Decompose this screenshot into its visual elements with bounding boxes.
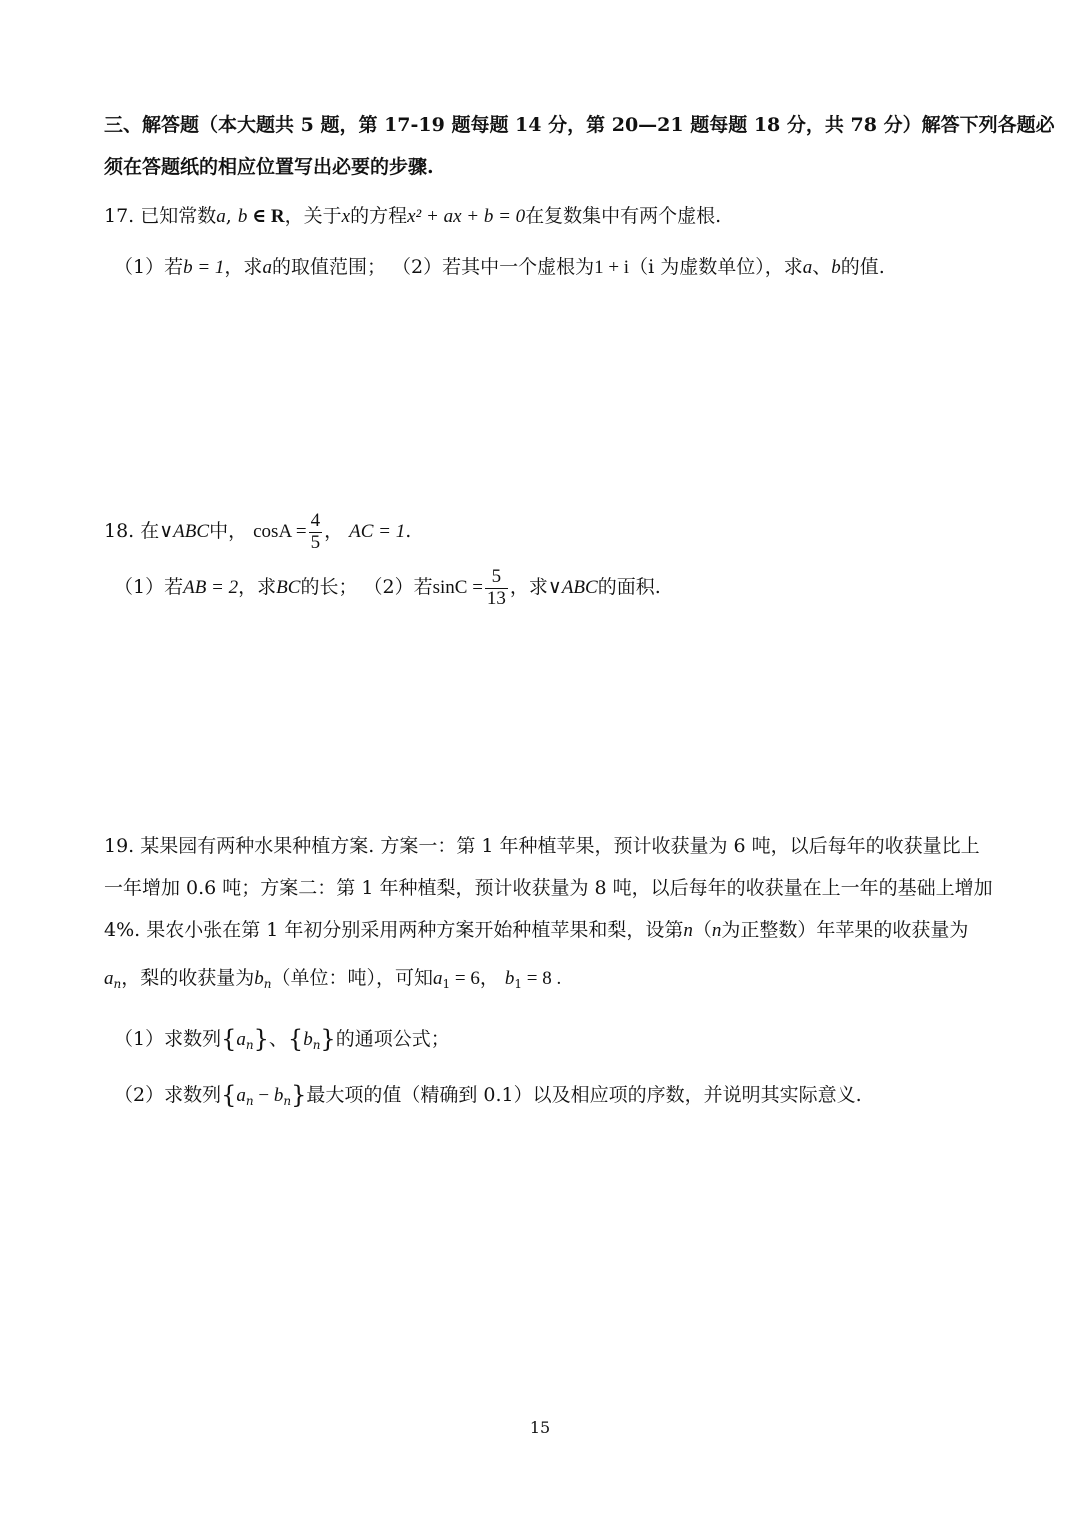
q19-var-n2: n [711,920,722,941]
q19-p2-minus: − [253,1085,274,1106]
q18-period: . [405,520,412,542]
q19-line3c: 为正整数）年苹果的收获量为 [721,919,969,941]
q19-p1-seq-b: b [303,1029,313,1050]
q18-stem [104,503,411,560]
q18-triangle: ∨ABC [159,521,210,542]
q19-p1-seq-a-sub: n [245,1038,254,1052]
q18-cos-fraction [309,511,323,554]
q19-b1: b [504,968,515,989]
q17-lead: 17. 已知常数 [104,205,217,227]
q18-p1-cond: AB = 2 [183,577,239,598]
q17-var-x: x [341,206,351,227]
q19-p2-brace-open: { [221,1081,237,1109]
q17-parts [114,258,885,277]
q19-p1-seq-a: a [236,1029,246,1050]
q17-p1-a: a [262,257,272,278]
q18-p2-label: （2）若 [363,576,433,598]
q19-b1-eq: = 8 . [522,968,562,989]
q19-p2-seq-a: a [236,1085,246,1106]
q19-bn: b [254,968,264,989]
q18-sep: ， [324,520,344,542]
q17-p1-text: ，求 [224,256,263,278]
q18-p1-label: （1）若 [114,576,184,598]
q18-sin-numerator: 5 [485,567,508,589]
q18-p2-text: ，求 [509,576,548,598]
q19-part1 [114,1027,450,1051]
q18-p2-end: 的面积. [597,576,661,598]
q18-p2-triangle: ∨ABC [547,577,598,598]
q19-a1-sub: 1 [442,977,451,991]
q17-text4: 在复数集中有两个虚根. [525,205,722,227]
q18-lead: 18. 在 [104,520,160,542]
q19-bn-sub: n [263,977,272,991]
q18-p2-sin: sinC = [432,577,483,598]
q18-sin-fraction [485,567,508,610]
q19-p2-end: 最大项的值（精确到 0.1）以及相应项的序数，并说明其实际意义. [306,1084,862,1106]
q18-p1-text: ，求 [238,576,277,598]
q17-p2-text: （i 为虚数单位），求 [629,256,803,278]
q17-p2-root: 1 + i [594,257,630,278]
q18-sin-denominator: 13 [486,587,506,609]
q17-p2-sep: 、 [812,256,832,278]
q19-a1: a [433,968,443,989]
q17-p2-a: a [802,257,813,278]
q19-line3 [104,921,968,940]
q19-line3b: （ [692,919,712,941]
q19-p2-label: （2）求数列 [114,1084,222,1106]
q18-p1-bc: BC [276,577,301,598]
q18-cos-numerator: 4 [310,509,321,531]
q17-p1-cond: b = 1 [183,257,225,278]
q18-mid: 中， [209,520,248,542]
q19-var-n: n [683,920,693,941]
q19-part2 [114,1083,862,1107]
q19-an-sub: n [113,977,122,991]
q19-b1-sub: 1 [514,977,523,991]
q17-var-b: b [237,206,248,227]
q18-cos-label: cosA = [253,521,307,542]
q17-stem [104,207,721,226]
q19-p1-label: （1）求数列 [114,1028,222,1050]
q19-line3a: 4%. 果农小张在第 1 年初分别采用两种方案开始种植苹果和梨，设第 [104,919,684,941]
q19-p1-seq-b-sub: n [312,1038,321,1052]
q19-line4b: （单位：吨），可知 [271,967,433,989]
q19-p1-brace-close-b: } [320,1025,336,1053]
q19-line4a: ，梨的收获量为 [121,967,255,989]
q18-cos-denominator: 5 [310,531,321,553]
q19-line1: 19. 某果园有两种水果种植方案. 方案一：第 1 年种植苹果，预计收获量为 6 吨，以后每年的收获量比上 [104,835,980,857]
q19-line4 [104,969,561,990]
q19-p1-brace-close-a: } [253,1025,269,1053]
q17-var-a: a [216,206,226,227]
q17-p2-label: （2）若其中一个虚根为 [392,256,595,278]
page-number: 15 [529,1418,551,1437]
q17-comma: , [225,205,232,227]
q17-p2-end: 的值. [840,256,885,278]
q17-text3: 的方程 [350,205,408,227]
q19-p2-seq-a-sub: n [245,1094,254,1108]
q19-p1-brace-open-a: { [221,1025,237,1053]
q19-p1-end: 的通项公式； [335,1028,450,1050]
q19-p1-brace-open-b: { [287,1025,304,1053]
q19-p2-seq-b-sub: n [283,1094,292,1108]
q19-line2: 一年增加 0.6 吨；方案二：第 1 年种植梨，预计收获量为 8 吨，以后每年的收获量在上一年的基础上增加 [104,877,993,899]
q17-p1-end: 的取值范围； [271,256,386,278]
q17-p2-b: b [831,257,841,278]
section-header-line1: 三、解答题（本大题共 5 题，第 17-19 题每题 14 分，第 20—21 题每题 18 分，共 78 分）解答下列各题必 [104,114,1055,136]
q18-parts [114,559,661,616]
q17-p1-label: （1）若 [114,256,184,278]
q17-in-R: ∈ R [247,206,285,227]
section-header-line2: 须在答题纸的相应位置写出必要的步骤. [104,156,434,178]
q19-a1-eq: = 6， [450,968,499,989]
q17-equation: x² + ax + b = 0 [407,206,526,227]
q19-an: a [104,968,114,989]
q18-ac: AC = 1 [349,521,406,542]
q17-text2: ，关于 [284,205,342,227]
q19-p2-seq-b: b [273,1085,284,1106]
q19-p1-sep: 、 [268,1028,288,1050]
q18-p1-end: 的长； [300,576,358,598]
q19-p2-brace-close: } [291,1081,307,1109]
